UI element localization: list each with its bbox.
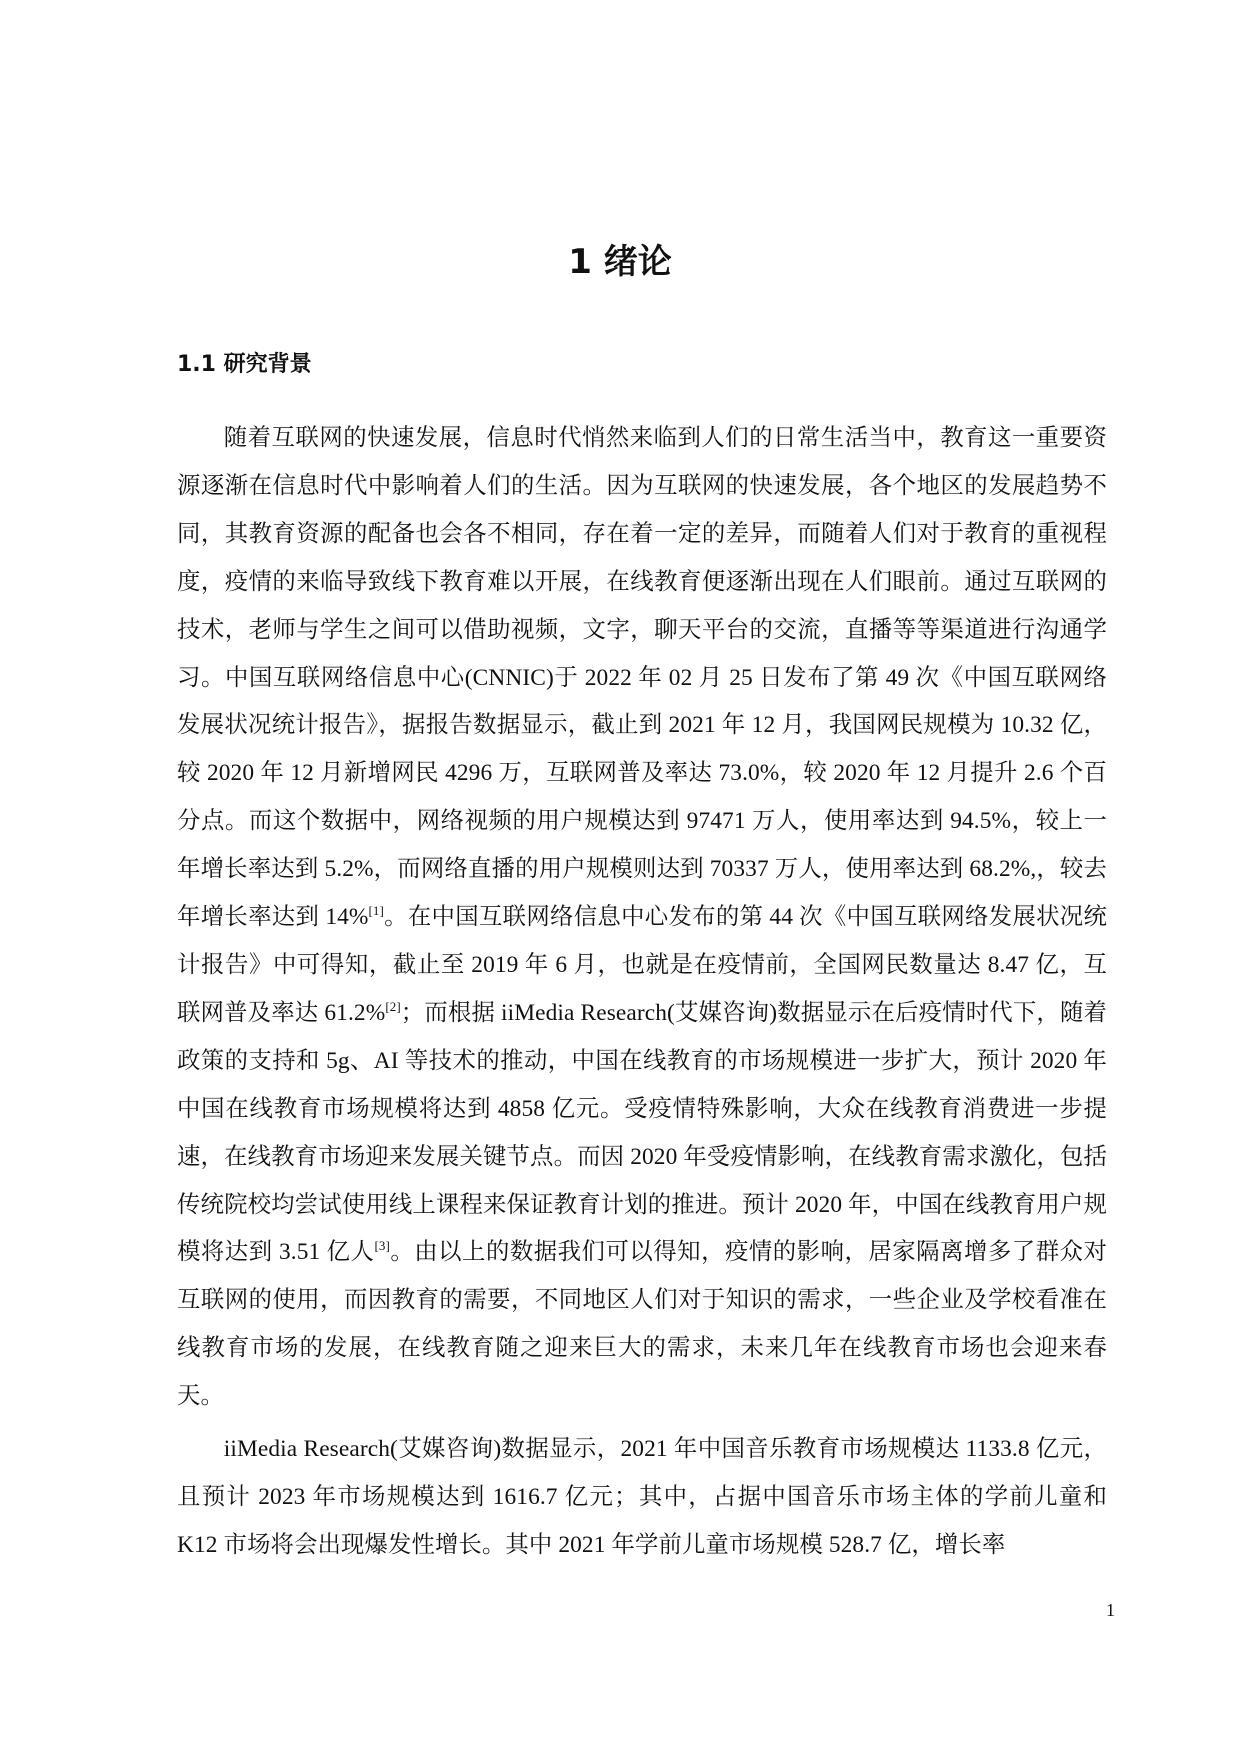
paragraph-text-segment: 。由以上的数据我们可以得知，疫情的影响，居家隔离增多了群众对互联网的使用，而因教育的需要，不同地区人们对于知识的需求，一些企业及学校看准在线教育市场的发展，在线教育随之迎来巨大的需求，未来几年在线教育市场也会迎来春天。 bbox=[177, 1239, 1107, 1410]
body-paragraph-2: iiMedia Research(艾媒咨询)数据显示，2021 年中国音乐教育市场规模达 1133.8 亿元，且预计 2023 年市场规模达到 1616.7 亿元；其中，占据中国音乐市场主体的学前儿童和 K12 市场将会出现爆发性增长。其中 2021 年学前儿童市场规模 528.7 亿，增长率 bbox=[177, 1436, 1107, 1558]
citation-ref: [3] bbox=[374, 1238, 390, 1254]
citation-ref: [1] bbox=[368, 903, 384, 919]
citation-ref: [2] bbox=[385, 999, 401, 1015]
page-number: 1 bbox=[1106, 1600, 1115, 1620]
paragraph-text-segment: 随着互联网的快速发展，信息时代悄然来临到人们的日常生活当中，教育这一重要资源逐渐在信息时代中影响着人们的生活。因为互联网的快速发展，各个地区的发展趋势不同，其教育资源的配备也会各不相同，存在着一定的差异，而随着人们对于教育的重视程度，疫情的来临导致线下教育难以开展，在线教育便逐渐出现在人们眼前。通过互联网的技术，老师与学生之间可以借助视频，文字，聊天平台的交流，直播等等渠道进行沟通学习。中国互联网络信息中心(CNNIC)于 2022 年 02 月 25 日发布了第 49 次《中国互联网络发展状况统计报告》，据报告数据显示，截止到 2021 年 12 月，我国网民规模为 10.32 亿，较 2020 年 12 月新增网民 4296 万，互联网普及率达 73.0%，较 2020 年 12 月提升 2.6 个百分点。而这个数据中，网络视频的用户规模达到 97471 万人，使用率达到 94.5%，较上一年增长率达到 5.2%，而网络直播的用户规模则达到 70337 万人，使用率达到 68.2%,，较去年增长率达到 14% bbox=[177, 425, 1107, 931]
paragraph-text-segment: ；而根据 iiMedia Research(艾媒咨询)数据显示在后疫情时代下，随着政策的支持和 5g、AI 等技术的推动，中国在线教育的市场规模进一步扩大，预计 2020 年中国在线教育市场规模将达到 4858 亿元。受疫情特殊影响，大众在线教育消费进一步提速，在线教育市场迎来发展关键节点。而因 2020 年受疫情影响，在线教育需求激化，包括传统院校均尝试使用线上课程来保证教育计划的推进。预计 2020 年，中国在线教育用户规模将达到 3.51 亿人 bbox=[177, 999, 1107, 1266]
section-title: 1.1 研究背景 bbox=[177, 352, 312, 377]
body-paragraph-1 bbox=[177, 415, 1107, 1421]
chapter-title: 1 绪论 bbox=[568, 242, 672, 282]
paragraph-text-segment: 。在中国互联网络信息中心发布的第 44 次《中国互联网络发展状况统计报告》中可得知，截止至 2019 年 6 月，也就是在疫情前，全国网民数量达 8.47 亿，互联网普及率达 61.2% bbox=[177, 904, 1107, 1026]
